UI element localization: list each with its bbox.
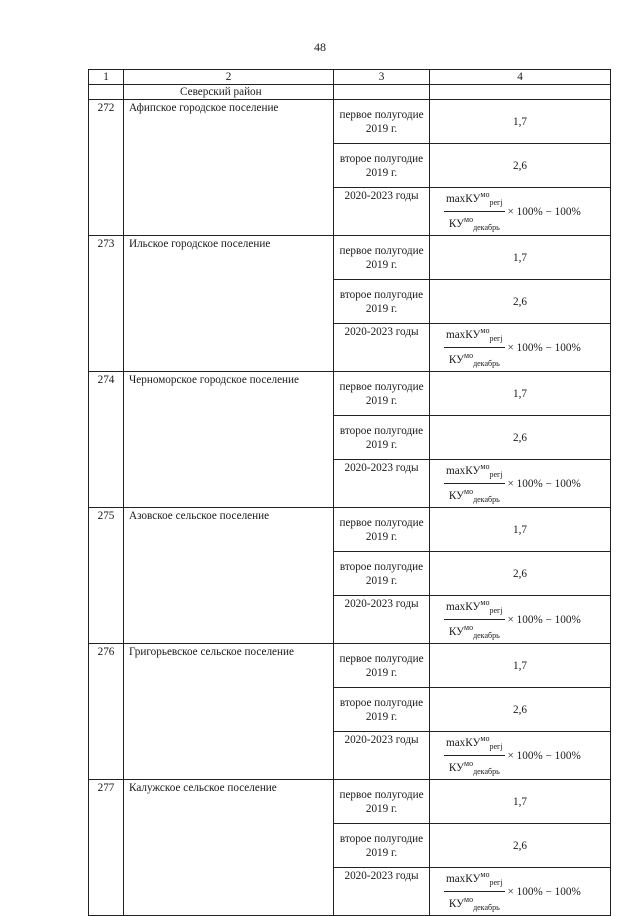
- row-number: 274: [89, 372, 124, 508]
- region-row: [89, 85, 611, 100]
- formula-fraction: [444, 868, 505, 915]
- formula-tail: × 100% − 100%: [507, 341, 581, 354]
- period-first-half: первое полугодие 2019 г.: [334, 780, 430, 824]
- header-cell: 3: [334, 70, 430, 85]
- table-row: [89, 236, 611, 280]
- value-first-half: 1,7: [430, 508, 611, 552]
- value-first-half: 1,7: [430, 644, 611, 688]
- period-second-half: второе полугодие 2019 г.: [334, 824, 430, 868]
- settlement-name: Ильское городское поселение: [124, 236, 334, 372]
- settlement-name: Азовское сельское поселение: [124, 508, 334, 644]
- period-years: 2020-2023 годы: [334, 188, 430, 236]
- formula-denominator: $КУ^{мо}_{декабрь}$: [448, 623, 500, 640]
- period-first-half: первое полугодие 2019 г.: [334, 644, 430, 688]
- period-first-half: первое полугодие 2019 г.: [334, 100, 430, 144]
- value-second-half: 2,6: [430, 824, 611, 868]
- formula-numerator: maxКУ$^{мо}_{регj}$: [444, 596, 505, 620]
- settlement-name: Афипское городское поселение: [124, 100, 334, 236]
- page-number: 48: [314, 40, 326, 54]
- table-row: [89, 508, 611, 552]
- formula-numerator: maxКУ$^{мо}_{регj}$: [444, 732, 505, 756]
- region-empty-cell: [334, 85, 430, 100]
- period-second-half: второе полугодие 2019 г.: [334, 688, 430, 732]
- period-second-half: второе полугодие 2019 г.: [334, 416, 430, 460]
- value-first-half: 1,7: [430, 100, 611, 144]
- formula-tail: × 100% − 100%: [507, 885, 581, 898]
- header-row: [89, 70, 611, 85]
- period-first-half: первое полугодие 2019 г.: [334, 372, 430, 416]
- tariff-table: [88, 69, 611, 916]
- formula-fraction: [444, 732, 505, 779]
- region-empty-cell: [430, 85, 611, 100]
- period-first-half: первое полугодие 2019 г.: [334, 236, 430, 280]
- table-row: [89, 644, 611, 688]
- formula-numerator: maxКУ$^{мо}_{регj}$: [444, 324, 505, 348]
- formula-numerator: maxКУ$^{мо}_{регj}$: [444, 188, 505, 212]
- formula-tail: × 100% − 100%: [507, 477, 581, 490]
- formula-denominator: $КУ^{мо}_{декабрь}$: [448, 759, 500, 776]
- period-years: 2020-2023 годы: [334, 868, 430, 916]
- formula-fraction: [444, 324, 505, 371]
- header-cell: 2: [124, 70, 334, 85]
- formula-cell: [430, 460, 611, 508]
- period-first-half: первое полугодие 2019 г.: [334, 508, 430, 552]
- header-cell: 1: [89, 70, 124, 85]
- table-row: [89, 780, 611, 824]
- value-second-half: 2,6: [430, 688, 611, 732]
- row-number: 272: [89, 100, 124, 236]
- table-row: [89, 100, 611, 144]
- value-first-half: 1,7: [430, 236, 611, 280]
- table-row: [89, 372, 611, 416]
- formula-denominator: $КУ^{мо}_{декабрь}$: [448, 895, 500, 912]
- period-years: 2020-2023 годы: [334, 460, 430, 508]
- formula-tail: × 100% − 100%: [507, 205, 581, 218]
- period-second-half: второе полугодие 2019 г.: [334, 552, 430, 596]
- settlement-name: Калужское сельское поселение: [124, 780, 334, 916]
- formula-denominator: $КУ^{мо}_{декабрь}$: [448, 487, 500, 504]
- period-second-half: второе полугодие 2019 г.: [334, 280, 430, 324]
- value-second-half: 2,6: [430, 144, 611, 188]
- value-second-half: 2,6: [430, 280, 611, 324]
- formula-numerator: maxКУ$^{мо}_{регj}$: [444, 460, 505, 484]
- region-empty-cell: [89, 85, 124, 100]
- period-years: 2020-2023 годы: [334, 324, 430, 372]
- formula-fraction: [444, 460, 505, 507]
- value-first-half: 1,7: [430, 780, 611, 824]
- formula-denominator: $КУ^{мо}_{декабрь}$: [448, 351, 500, 368]
- value-first-half: 1,7: [430, 372, 611, 416]
- period-second-half: второе полугодие 2019 г.: [334, 144, 430, 188]
- formula-cell: [430, 188, 611, 236]
- row-number: 273: [89, 236, 124, 372]
- region-name: Северский район: [124, 85, 334, 100]
- formula-tail: × 100% − 100%: [507, 749, 581, 762]
- formula-cell: [430, 868, 611, 916]
- value-second-half: 2,6: [430, 416, 611, 460]
- formula-denominator: $КУ^{мо}_{декабрь}$: [448, 215, 500, 232]
- formula-cell: [430, 324, 611, 372]
- settlement-name: Черноморское городское поселение: [124, 372, 334, 508]
- header-cell: 4: [430, 70, 611, 85]
- period-years: 2020-2023 годы: [334, 732, 430, 780]
- period-years: 2020-2023 годы: [334, 596, 430, 644]
- formula-tail: × 100% − 100%: [507, 613, 581, 626]
- formula-cell: [430, 596, 611, 644]
- row-number: 276: [89, 644, 124, 780]
- formula-numerator: maxКУ$^{мо}_{регj}$: [444, 868, 505, 892]
- value-second-half: 2,6: [430, 552, 611, 596]
- row-number: 277: [89, 780, 124, 916]
- formula-cell: [430, 732, 611, 780]
- settlement-name: Григорьевское сельское поселение: [124, 644, 334, 780]
- row-number: 275: [89, 508, 124, 644]
- formula-fraction: [444, 188, 505, 235]
- formula-fraction: [444, 596, 505, 643]
